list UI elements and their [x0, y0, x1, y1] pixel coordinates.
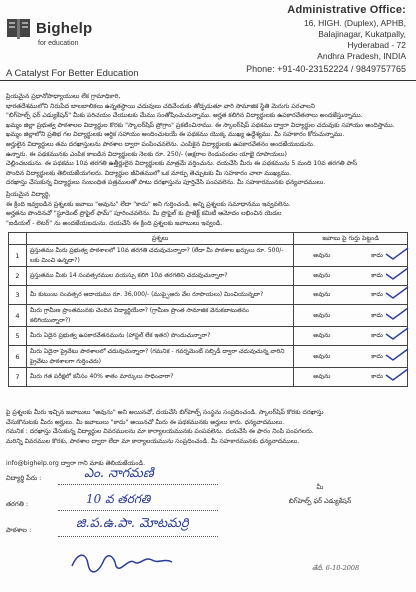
table-row — [9, 267, 408, 286]
contact-email-line: info@bighelp.org ద్వారా గాని మాకు తెలియజేయండి. — [6, 460, 146, 467]
intro-line: భారతదేశములోని నిరుపేద బాలబాలికలు ఉన్నతస్థాయి చదువులు చదివేందుకు తోడ్పడుతూ వారి సామాజిక స్థితి మెరుగు పరచాలని — [6, 102, 316, 110]
table-row — [9, 368, 408, 387]
instruction-line: అర్హతను పొందినచో "స్టూడెంట్ ప్రొఫైల్ ఫామ్" పూరించవలెను. మీ ప్రొఫైల్ కు ప్రాజెక్ట్ కమిటీ ఆమోదం లభించిన యెడల — [6, 210, 282, 218]
row-number: 4 — [9, 305, 27, 327]
row-number: 5 — [9, 327, 27, 346]
checkmark-icon — [385, 307, 409, 321]
yes-option[interactable]: అవును — [313, 291, 331, 298]
logo-subtitle: for education — [38, 40, 79, 47]
intro-line: ఉన్నారు. ఈ పథకమునకు ఎంపిక కాబడిన విద్యార్థులకు నెలకు రూ. 250/- (అక్షరాల రెండువందల యాభై రూపాయలు) — [6, 150, 287, 158]
handwritten-date: తేదీ. 6-10-2008 — [312, 564, 360, 572]
answer-cell[interactable] — [294, 245, 408, 267]
checkmark-icon — [385, 267, 409, 281]
row-question: ప్రస్తుతము మీకు 14 సంవత్సరముల వయస్సు కలిగి 10వ తరగతిని చదువుచున్నారా? — [26, 267, 293, 286]
header-divider — [0, 80, 416, 81]
table-row — [9, 346, 408, 368]
address-line: Balajinagar, Kukatpally, — [318, 29, 406, 39]
row-question: మీ కుటుంబ సంవత్సర ఆదాయము రూ. 36,000/- (ముప్పైఆరు వేల రూపాయలు) మించియున్నదా? — [26, 286, 293, 305]
closing-line: పై ప్రశ్నలకు మీరు ఇచ్చిన జవాబులు "అవును" అని అయినచో, దయచేసి బిగ్‌హెల్ప్ సంస్థను సంప్రదించండి. స్కాలర్‌షిప్ కొరకు దరఖాస్తు — [6, 409, 324, 416]
address-line: Hyderabad - 72 — [347, 40, 406, 50]
logo-name: Bighelp — [36, 20, 93, 37]
address-block — [206, 5, 406, 75]
instructions-paragraph — [6, 190, 410, 228]
signature-line-1: మీ — [316, 483, 324, 491]
instruction-line: ఈ క్రింది ఇవ్వబడిన ప్రశ్నలకు జవాబు "అవును" లేదా "కాదు" అని గుర్తించండి. అన్ని ప్రశ్నలకు సమాధానము ఇవ్వవలెను. — [6, 200, 291, 208]
yes-option[interactable]: అవును — [313, 352, 331, 360]
row-question: మీరు ఏదైన ప్రభుత్వ ఉపకారవేతనమును (హాస్టల్ లేక ఇతర) పొందుచున్నారా? — [26, 327, 293, 346]
header-num — [9, 233, 27, 245]
row-number: 3 — [9, 286, 27, 305]
instruction-line: ప్రియమైన విద్యార్థి, — [6, 191, 51, 198]
class-label: తరగతి : — [6, 500, 29, 508]
phone-numbers: Phone: +91-40-23152224 / 9849757765 — [246, 64, 406, 74]
table-row — [9, 245, 408, 267]
yes-option[interactable]: అవును — [313, 311, 331, 319]
signature-line-2: బిగ్‌హెల్ప్ ఫర్ ఎడ్యుకేషన్ — [288, 497, 352, 505]
row-number: 2 — [9, 267, 27, 286]
table-row — [9, 327, 408, 346]
address-line: 16, HIGH. (Duplex), APHB, — [303, 18, 406, 28]
intro-line: "బిగ్‌హెల్ప్ ఫర్ ఎడ్యుకేషన్" మీకు పరిచయం చేయుటకు మేము సంతోషించుచున్నాము. అర్హత కలిగిన విద్యార్థులకు ఉపకారవేతనాలు అందజేస్తున్నాము. — [6, 112, 363, 120]
header-question: ప్రశ్నలు — [26, 233, 293, 245]
checkmark-icon — [385, 348, 409, 362]
row-question: ప్రస్తుతము మీరు ప్రభుత్వ పాఠశాలలో 10వ తరగతి చదువుచున్నారా? (లేదా మీ పాఠశాల ఖర్చులు రూ. 500/-లకు మించి ఉన్నదా?) — [26, 245, 293, 267]
no-option[interactable]: కాదు — [371, 311, 383, 319]
closing-line: చేసుకొనుటకు మీరు అర్హులు. మీ జవాబులు "కాదు" అయినచో మీరు ఈ పథకమునకు అర్హులు కారు. ధన్యవాదములు. — [6, 418, 285, 426]
tagline: A Catalyst For Better Education — [6, 68, 139, 79]
table-row — [9, 305, 408, 327]
row-number: 6 — [9, 346, 27, 368]
header-answer: జవాబు పై గుర్తు పెట్టండి — [294, 233, 408, 245]
intro-line: ప్రియమైన ప్రధానోపాధ్యాయులు లేక గ్రామాధికారి, — [6, 93, 121, 100]
checkmark-icon — [385, 286, 409, 300]
yes-option[interactable]: అవును — [313, 373, 331, 380]
intro-line: చెల్లించబడును. ఈ పథకము 10వ తరగతి ఉత్తీర్ణులైన విద్యార్థులకు మాత్రమే వర్తించును. దయచేసి మీరు ఈ పథకమును 5 మంది 10వ తరగతి పాస్ — [6, 160, 358, 168]
intro-line: ఖమ్మం జిల్లాలోని ప్రతిభ గల విద్యార్థులకు ఆర్థిక సహాయం అందించుటయే ఈ పథకము యొక్క ముఖ్య ఉద్దేశ్యము. మీ సహకారం కోరుచున్నాము. — [6, 131, 345, 139]
no-option[interactable]: కాదు — [371, 352, 383, 360]
answer-cell[interactable] — [294, 305, 408, 327]
checkmark-icon — [385, 368, 409, 382]
student-name-underline — [58, 484, 218, 485]
table-row — [9, 286, 408, 305]
answer-cell[interactable] — [294, 267, 408, 286]
table-header-row — [9, 233, 408, 245]
checkmark-icon — [385, 247, 409, 261]
checkmark-icon — [385, 327, 409, 341]
answer-cell[interactable] — [294, 346, 408, 368]
answer-cell[interactable] — [294, 327, 408, 346]
class-underline — [58, 510, 218, 511]
no-option[interactable]: కాదు — [371, 251, 383, 259]
student-name-field[interactable]: ఎం. నాగమణి — [84, 466, 154, 481]
closing-line: గమనిక : దరఖాస్తు చేసుకున్న విద్యార్థుల వివరములను మా కార్యాలయమునకు పంపవలెను. దయచేసి ఈ ఫారం నింపి పంపగలరు. — [6, 428, 314, 436]
yes-option[interactable]: అవును — [313, 332, 331, 339]
row-question: మీరు గ్రామీణ ప్రాంతమునకు చెందిన విద్యార్థియేనా? (గ్రామీణ ప్రాంత సామాజిక వెనుకబాటుతనం కలిగియున్నారా?) — [26, 305, 293, 327]
intro-line: పొందిన విద్యార్థులకు తెలియజేయగలరు. విద్యార్థుల జీవితములో ఒక మార్పు తెచ్చుటకు మీ సహకారం చాలా ముఖ్యము. — [6, 169, 292, 177]
bighelp-logo — [6, 10, 93, 54]
intro-line: ఖమ్మం జిల్లా ప్రభుత్వ పాఠశాలల విద్యార్థుల కొరకు "స్కాలర్‌షిప్ ప్రోగ్రాం" ప్రకటించినాము. ఈ స్కాలర్‌షిప్ పథకము ద్వారా విద్యార్థుల చదువుకు సహాయం అందిస్తాము. — [6, 121, 395, 129]
yes-option[interactable]: అవును — [313, 272, 331, 279]
school-label: పాఠశాల : — [6, 526, 32, 534]
closing-line: మరిన్ని వివరముల కొరకు, పాఠశాల ద్వారా లేదా మా కార్యాలయమును సంప్రదించండి. మీ సహకారమునకు ధన్యవాదములు. — [6, 437, 300, 445]
handwritten-signature — [68, 548, 178, 576]
row-number: 1 — [9, 245, 27, 267]
school-field[interactable]: జి.ప.ఉ.పా. మోటమర్రి — [76, 516, 189, 531]
book-logo-icon — [6, 16, 32, 42]
answer-cell[interactable] — [294, 286, 408, 305]
row-question: మీరు ఏదైనా ప్రైవేటు పాఠశాలలో చదువుచున్నారా? (గమనిక - గవర్నమెంట్ సబ్సిడీ ద్వారా చదువుచున్న వారిని ప్రైవేటు పాఠశాలగా గుర్తించరు) — [26, 346, 293, 368]
questionnaire-table — [8, 232, 408, 387]
no-option[interactable]: కాదు — [371, 272, 383, 279]
no-option[interactable]: కాదు — [371, 332, 383, 339]
closing-paragraph — [6, 408, 410, 446]
no-option[interactable]: కాదు — [371, 373, 383, 380]
student-name-label: విద్యార్థి పేరు : — [6, 474, 42, 482]
answer-cell[interactable] — [294, 368, 408, 387]
intro-line: దరఖాస్తు చేసుకున్న విద్యార్థులు సంబంధిత పత్రములతో పాటు దరఖాస్తును పూర్తిచేసి పంపవలెను. మీ సహకారమునకు ధన్యవాదములు. — [6, 179, 326, 187]
signature-block — [270, 480, 370, 508]
row-question: మీరు గత పరీక్షలో కనీసం 40% శాతం మార్కులు సాధించారా? — [26, 368, 293, 387]
intro-paragraph — [6, 92, 410, 188]
class-field[interactable]: 10 వ తరగతి — [86, 492, 151, 506]
no-option[interactable]: కాదు — [371, 291, 383, 298]
yes-option[interactable]: అవును — [313, 251, 331, 259]
address-line: Andhra Pradesh, INDIA — [317, 51, 406, 61]
school-underline — [58, 536, 218, 537]
instruction-line: "ఐడియల్ - లెటర్" ను అందజేయబడును. దయచేసి ఈ క్రింది ప్రశ్నలకు జవాబులు ఇవ్వండి. — [6, 219, 223, 227]
row-number: 7 — [9, 368, 27, 387]
address-title: Administrative Office: — [287, 4, 406, 16]
intro-line: అర్హులైన విద్యార్థులు తమ దరఖాస్తులను పాఠశాల ద్వారా పంపించవలెను. ఎంపికైన విద్యార్థులకు ఉపకారవేతనం అందజేయబడును. — [6, 140, 315, 148]
